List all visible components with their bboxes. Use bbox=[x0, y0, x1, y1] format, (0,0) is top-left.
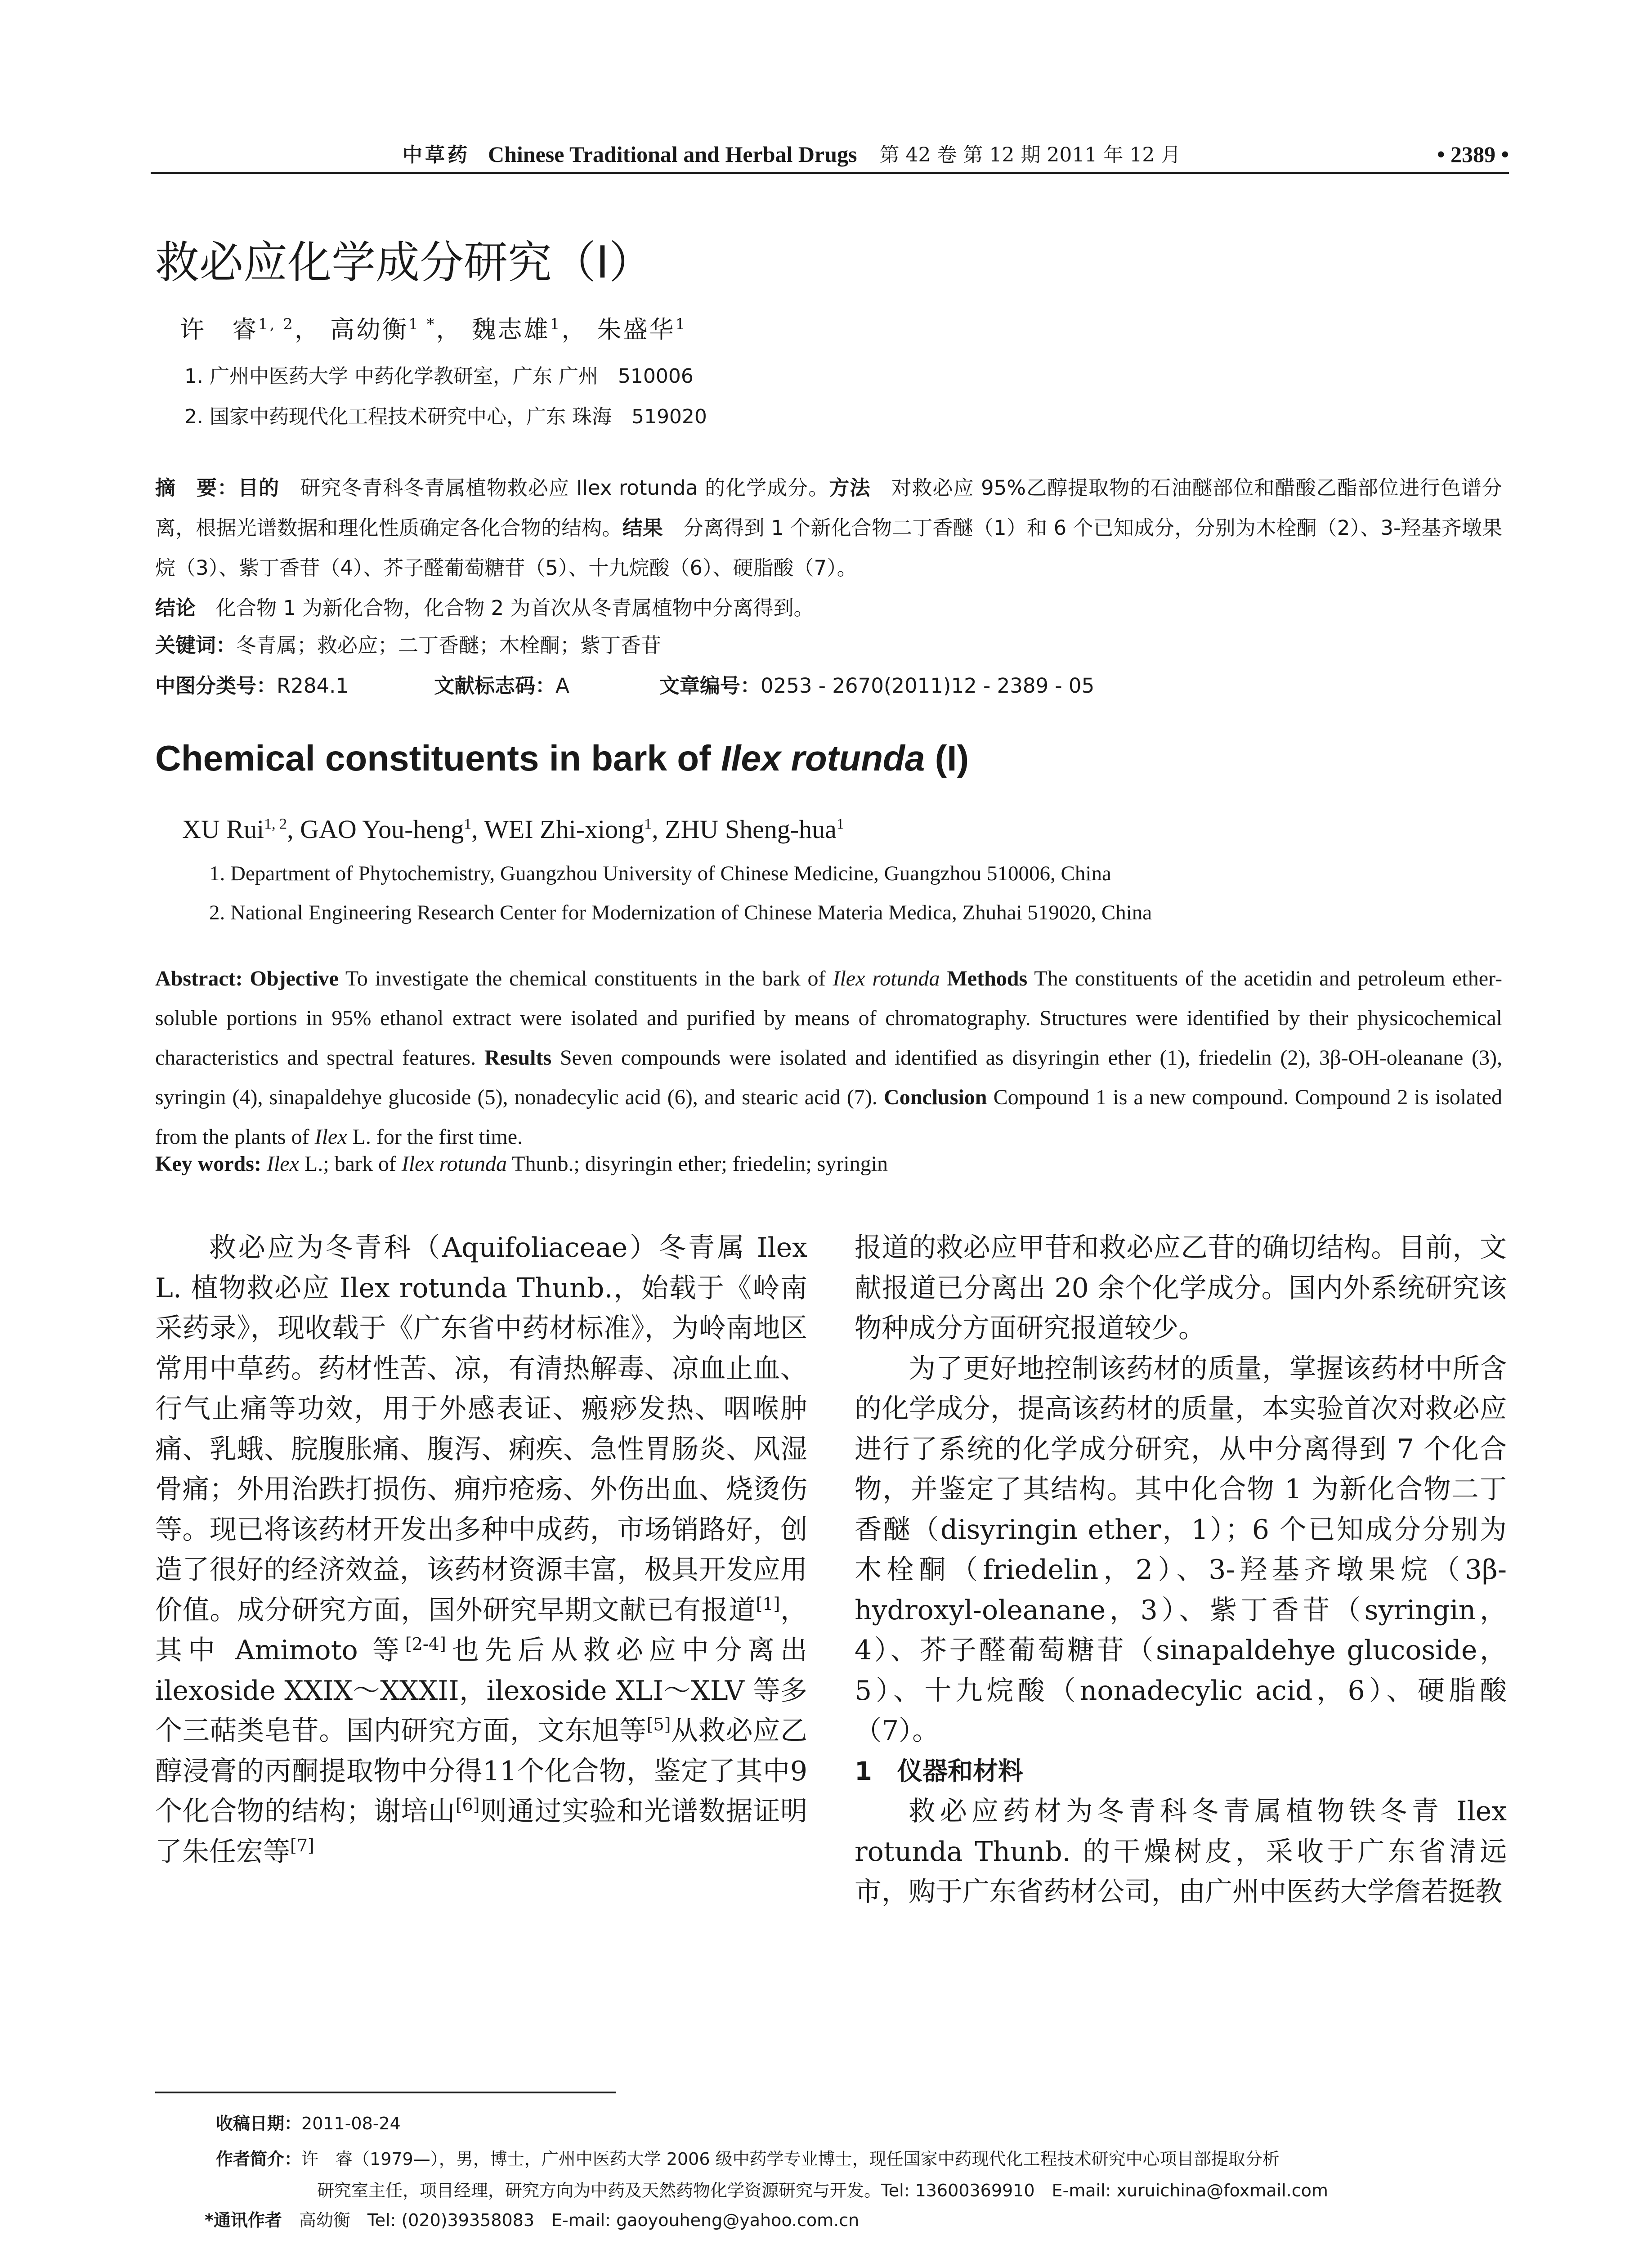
author-name: 魏志雄 bbox=[471, 315, 550, 344]
received-label: 收稿日期： bbox=[216, 2114, 302, 2133]
keywords-label: 关键词： bbox=[155, 633, 237, 657]
corresponding-text: 高幼衡 Tel: (020)39358083 E-mail: gaoyouheng@yahoo.com.cn bbox=[282, 2210, 860, 2230]
footnote-received bbox=[216, 2110, 401, 2134]
abstract-label: 摘 要： bbox=[155, 476, 238, 500]
received-date: 2011-08-24 bbox=[301, 2114, 401, 2133]
author-name: GAO You-heng bbox=[300, 815, 464, 844]
body-column-left bbox=[155, 1228, 807, 1872]
citation-ref: [6] bbox=[455, 1795, 480, 1815]
body-text: 则通过实验和光谱数据证明了朱任宏等 bbox=[155, 1796, 807, 1868]
classification-line bbox=[155, 669, 1094, 699]
conclusion-text: 化合物 1 为新化合物，化合物 2 为首次从冬青属植物中分离得到。 bbox=[196, 596, 814, 620]
title-en-species: Ilex rotunda bbox=[721, 738, 925, 778]
page-title-cn: 救必应化学成分研究（I） bbox=[155, 237, 653, 288]
species-name: Ilex rotunda bbox=[833, 967, 940, 990]
results-text: 分离得到 1 个新化合物二丁香醚（1）和 6 个已知成分，分别为木栓酮（2）、3-羟基齐墩果烷（3）、紫丁香苷（4）、芥子醛葡萄糖苷（5）、十九烷酸（6）、硬脂酸（7）。 bbox=[155, 516, 1502, 580]
title-en-suffix: (I) bbox=[925, 738, 969, 778]
author-affiliation-mark: 1 bbox=[644, 815, 652, 833]
citation-ref: [5] bbox=[646, 1715, 671, 1734]
header-rule bbox=[151, 172, 1509, 174]
author-name: 高幼衡 bbox=[330, 315, 409, 344]
corresponding-label: *通讯作者 bbox=[205, 2210, 282, 2230]
conclusion-label: 结论 bbox=[155, 596, 196, 620]
abstract-en bbox=[155, 959, 1502, 1157]
author-affiliation-mark: 1 bbox=[675, 315, 687, 333]
doc-code-label: 文献标志码： bbox=[434, 674, 556, 698]
citation-ref: [7] bbox=[290, 1835, 314, 1855]
methods-text: 对救必应 95%乙醇提取物的石油醚部位和醋酸乙酯部位进行色谱分离，根据光谱数据和理化性质确定各化合物的结构。 bbox=[155, 476, 1502, 540]
genus-name: Ilex bbox=[266, 1152, 299, 1176]
footnote-rule bbox=[155, 2092, 616, 2093]
keywords-en bbox=[155, 1151, 888, 1176]
species-name: Ilex rotunda bbox=[401, 1152, 507, 1176]
author-bio-label: 作者简介： bbox=[216, 2149, 302, 2169]
author-affiliation-mark: 1, 2 bbox=[264, 815, 287, 833]
article-id-label: 文章编号： bbox=[659, 674, 761, 698]
running-header bbox=[151, 135, 1509, 167]
author-affiliation-mark: 1, 2 bbox=[258, 315, 295, 333]
author-affiliation-mark: 1 * bbox=[408, 315, 436, 333]
abstract-cn bbox=[155, 468, 1502, 628]
body-text: 救必应为冬青科（Aquifoliaceae）冬青属 Ilex L. 植物救必应 Ilex rotunda Thunb.，始载于《岭南采药录》，现收载于《广东省中药材标准》，为岭南地区常用中草药。药材性苦、凉，有清热解毒、凉血止血、行气止痛等功效，用于外感表证、瘢痧发热、咽喉肿痛、乳蛾、脘腹胀痛、腹泻、痢疾、急性胃肠炎、风湿骨痛；外用治跌打损伤、痈疖疮疡、外伤出血、烧烫伤等。现已将该药材开发出多种中成药，市场销路好，创造了很好的经济效益，该药材资源丰富，极具开发应用价值。成分研究方面，国外研究早期文献已有报道 bbox=[155, 1232, 807, 1626]
author-name: 许 睿 bbox=[180, 315, 258, 344]
body-paragraph: 为了更好地控制该药材的质量，掌握该药材中所含的化学成分，提高该药材的质量，本实验首次对救必应进行了系统的化学成分研究，从中分离得到 7 个化合物，并鉴定了其结构。其中化合物 1 为新化合物二丁香醚（disyringin ether，1）；6 个已知成分分别为木栓酮（friedelin，2）、3-羟基齐墩果烷（3β-hydroxyl-oleanane，3）、紫丁香苷（syringin，4）、芥子醛葡萄糖苷（sinapaldehye glucoside，5）、十九烷酸（nonadecylic acid，6）、硬脂酸（7）。 bbox=[855, 1353, 1507, 1747]
keywords-text: L.; bark of bbox=[299, 1152, 402, 1176]
objective-text: To investigate the chemical constituents in the bark of bbox=[338, 967, 833, 990]
author-list-cn: 许 睿$^{1, 2}$， 高幼衡$^{1 *}$， 魏志雄$^1$， 朱盛华$^1$ bbox=[180, 315, 687, 344]
conclusion-text-end: L. for the first time. bbox=[347, 1125, 523, 1149]
body-text: 也先后从救必应中分离出 ilexoside XXIX～XXXII，ilexoside XLI～XLV 等多个三萜类皂苷。国内研究方面，文东旭等 bbox=[155, 1635, 808, 1747]
results-label: 结果 bbox=[622, 516, 663, 540]
journal-issue: 第 42 卷 第 12 期 2011 年 12 月 bbox=[879, 143, 1181, 166]
author-bio-text: 许 睿（1979—），男，博士，广州中医药大学 2006 级中药学专业博士，现任国家中药现代化工程技术研究中心项目部提取分析 bbox=[301, 2149, 1280, 2169]
body-paragraph: 报道的救必应甲苷和救必应乙苷的确切结构。目前，文献报道已分离出 20 余个化学成分。国内外系统研究该物种成分方面研究报道较少。 bbox=[855, 1232, 1507, 1344]
citation-ref: [1] bbox=[756, 1594, 780, 1614]
methods-label: 方法 bbox=[829, 476, 871, 500]
conclusion-text: Compound 1 is a new compound. Compound 2 is isolated from the plants of bbox=[155, 1085, 1503, 1149]
body-column-right bbox=[855, 1228, 1507, 1913]
body-text: ，其中 Amimoto 等 bbox=[155, 1594, 807, 1666]
author-name: WEI Zhi-xiong bbox=[484, 815, 645, 844]
results-text: Seven compounds were isolated and identified as disyringin ether (1), friedelin (2), 3β-OH-oleanane (3), syringin (4), sinapaldehye glucoside (5), nonadecylic acid (6), and stearic acid (7). bbox=[155, 1046, 1502, 1109]
results-label: Results bbox=[484, 1046, 552, 1070]
clc-value: R284.1 bbox=[277, 674, 349, 698]
keywords-cn bbox=[155, 629, 661, 658]
genus-name: Ilex bbox=[314, 1125, 347, 1149]
page-number: • 2389 • bbox=[1437, 142, 1509, 167]
body-paragraph bbox=[155, 1228, 807, 1872]
author-name: XU Rui bbox=[182, 815, 264, 844]
affiliation-en-1: 1. Department of Phytochemistry, Guangzhou University of Chinese Medicine, Guangzhou 510006, China bbox=[209, 862, 1111, 885]
footnote-corresponding-author bbox=[205, 2206, 859, 2231]
keywords-text: 冬青属；救必应；二丁香醚；木栓酮；紫丁香苷 bbox=[236, 633, 662, 657]
citation-ref: [2-4] bbox=[405, 1634, 446, 1654]
affiliation-cn-2: 2. 国家中药现代化工程技术研究中心，广东 珠海 519020 bbox=[184, 405, 707, 428]
affiliation-en-2: 2. National Engineering Research Center for Modernization of Chinese Materia Medica, Zhuhai 519020, China bbox=[209, 901, 1152, 924]
author-list-en: XU Rui$^{1, 2}$, GAO You-heng$^1$, WEI Zhi-xiong$^1$, ZHU Sheng-hua$^1$ bbox=[182, 815, 844, 844]
clc-label: 中图分类号： bbox=[155, 674, 277, 698]
conclusion-label: Conclusion bbox=[884, 1085, 987, 1109]
journal-name-en: Chinese Traditional and Herbal Drugs bbox=[488, 142, 857, 167]
title-en-prefix: Chemical constituents in bark of bbox=[155, 738, 721, 778]
author-affiliation-mark: 1 bbox=[836, 815, 844, 833]
methods-text: The constituents of the acetidin and petroleum ether-soluble portions in 95% ethanol extract were isolated and purified by means of chromatography. Structures were identified by their physicochemical characteristics and spectral features. bbox=[155, 967, 1503, 1070]
keywords-text-end: Thunb.; disyringin ether; friedelin; syringin bbox=[507, 1152, 888, 1176]
section-heading: 1 仪器和材料 bbox=[855, 1756, 1023, 1786]
author-affiliation-mark: 1 bbox=[550, 315, 562, 333]
author-bio-text-cont: 研究室主任，项目经理，研究方向为中药及天然药物化学资源研究与开发。Tel: 13600369910 E-mail: xuruichina@foxmail.com bbox=[317, 2181, 1328, 2200]
journal-name-cn: 中草药 bbox=[403, 143, 470, 166]
objective-text: 研究冬青科冬青属植物救必应 Ilex rotunda 的化学成分。 bbox=[279, 476, 829, 500]
article-id-value: 0253 - 2670(2011)12 - 2389 - 05 bbox=[760, 674, 1095, 698]
affiliation-cn-1: 1. 广州中医药大学 中药化学教研室，广东 广州 510006 bbox=[184, 365, 694, 388]
keywords-label: Key words: bbox=[155, 1152, 261, 1176]
objective-label: 目的 bbox=[238, 476, 280, 500]
body-paragraph: 救必应药材为冬青科冬青属植物铁冬青 Ilex rotunda Thunb. 的干燥树皮，采收于广东省清远市，购于广东省药材公司，由广州中医药大学詹若挺教 bbox=[855, 1796, 1507, 1908]
abstract-label: Abstract: Objective bbox=[155, 967, 339, 990]
methods-label: Methods bbox=[947, 967, 1028, 990]
page-title-en bbox=[155, 738, 969, 779]
footnote-author-bio bbox=[216, 2143, 1502, 2206]
author-affiliation-mark: 1 bbox=[464, 815, 472, 833]
author-name: ZHU Sheng-hua bbox=[665, 815, 837, 844]
author-name: 朱盛华 bbox=[597, 315, 676, 344]
doc-code-value: A bbox=[555, 674, 569, 698]
body-text: 从救必应乙醇浸膏的丙酮提取物中分得11个化合物，鉴定了其中9个化合物的结构；谢培山 bbox=[155, 1715, 807, 1827]
